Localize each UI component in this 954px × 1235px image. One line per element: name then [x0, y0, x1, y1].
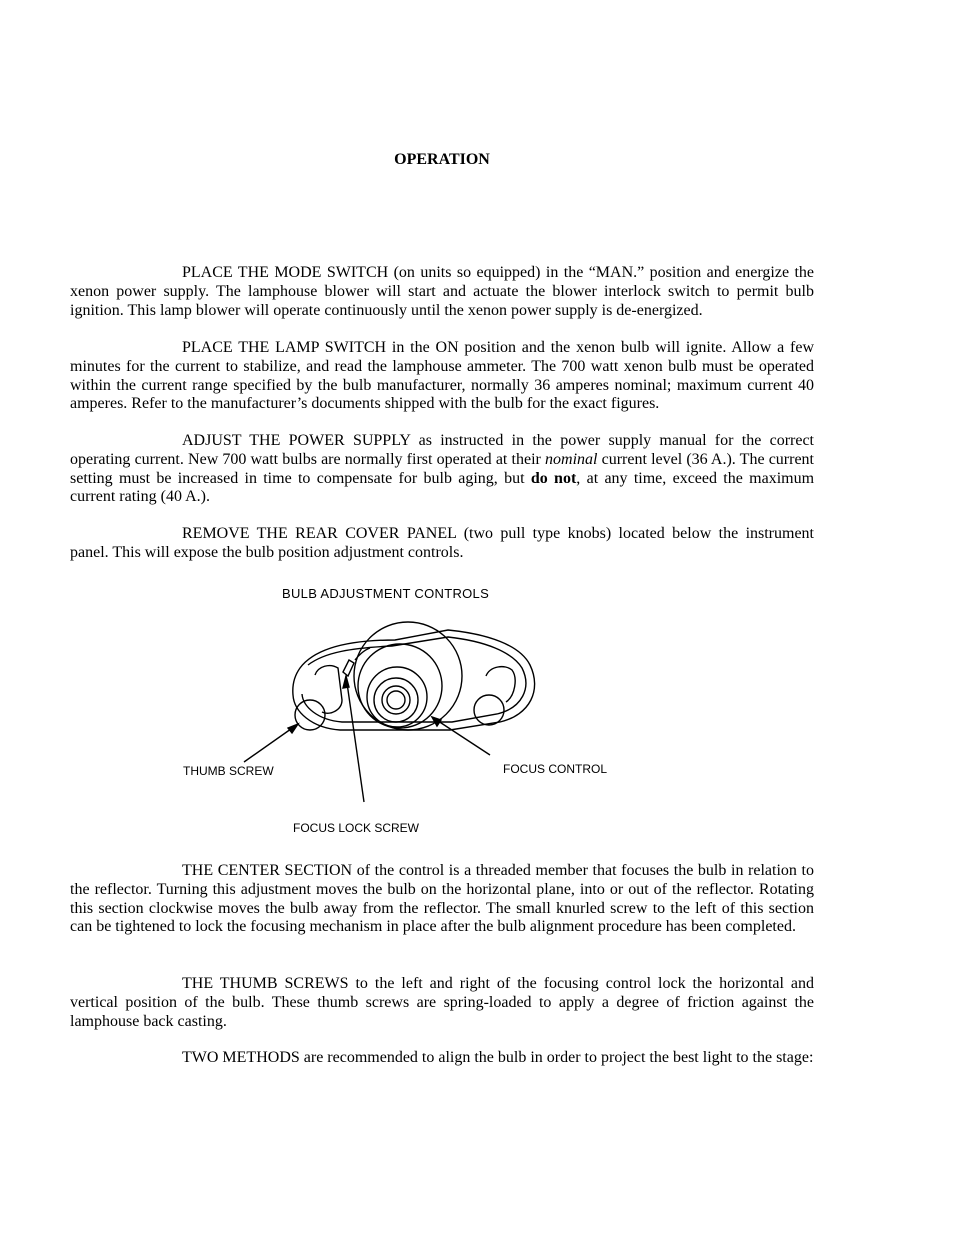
thumb-screw-label: THUMB SCREW [183, 764, 274, 778]
housing-plate [293, 630, 535, 730]
right-thumb-screw-knob [474, 695, 504, 725]
housing-plate-rim [302, 637, 526, 722]
focus-control-core [387, 691, 405, 709]
power-supply-text-2: current level (36 A.). The current setting must be increased in time to compensate for bulb aging, but [70, 450, 815, 487]
figure-title: BULB ADJUSTMENT CONTROLS [282, 586, 490, 601]
focus-control-center [382, 686, 410, 714]
focus-lock-screw-shape [343, 660, 354, 676]
paragraph-rear-cover: REMOVE THE REAR COVER PANEL (two pull type knobs) located below the instrument panel. This will expose the bulb position adjustment controls. [70, 525, 814, 561]
nominal-emphasis: nominal [545, 450, 598, 468]
paragraph-center-section: THE CENTER SECTION of the control is a threaded member that focuses the bulb in relation to the reflector. Turning this adjustment moves the bulb on the horizontal plane, into or out of the reflector. Rotating this section clockwise moves the bulb away from the reflector. The small knurled screw to the left of this section can be tightened to lock the focusing mechanism in place after the bulb alignment procedure has been completed. [70, 862, 814, 936]
paragraph-lamp-switch: PLACE THE LAMP SWITCH in the ON position and the xenon bulb will ignite. Allow a few minutes for the current to stabilize, and read the lamphouse ammeter. The 700 watt xenon bulb must be operated within the current range specified by the bulb manufacturer, normally 36 amperes nominal; maximum current 40 amperes. Refer to the manufacturer’s documents shipped with the bulb for the exact figures. [70, 339, 814, 413]
right-thumb-screw-body [486, 667, 515, 702]
power-supply-text-3: , at any time, exceed the maximum current rating (40 A.). [70, 469, 815, 506]
focus-lock-screw-label: FOCUS LOCK SCREW [293, 821, 420, 835]
focus-control-ring-3 [374, 678, 418, 722]
page-heading: OPERATION [394, 151, 490, 168]
focus-control-label: FOCUS CONTROL [503, 762, 608, 776]
focus-lock-leader [346, 676, 364, 802]
paragraph-mode-switch: PLACE THE MODE SWITCH (on units so equipped) in the “MAN.” position and energize the xenon power supply. The lamphouse blower will start and actuate the blower interlock switch to permit bulb ignition. This lamp blower will operate continuously until the xenon power supply is de-energized. [70, 264, 814, 319]
do-not-emphasis: do not [530, 469, 577, 487]
left-thumb-screw-body [315, 666, 342, 714]
power-supply-text-1: ADJUST THE POWER SUPPLY as instructed in the power supply manual for the correct operating current. New 700 watt bulbs are normally first operated at their [70, 432, 814, 468]
left-thumb-screw-knob [295, 700, 325, 730]
paragraph-two-methods: TWO METHODS are recommended to align the bulb in order to project the best light to the stage: [182, 1049, 814, 1066]
paragraph-thumb-screws: THE THUMB SCREWS to the left and right of the focusing control lock the horizontal and vertical position of the bulb. These thumb screws are spring-loaded to apply a degree of friction against the lamphouse back casting. [70, 975, 814, 1030]
